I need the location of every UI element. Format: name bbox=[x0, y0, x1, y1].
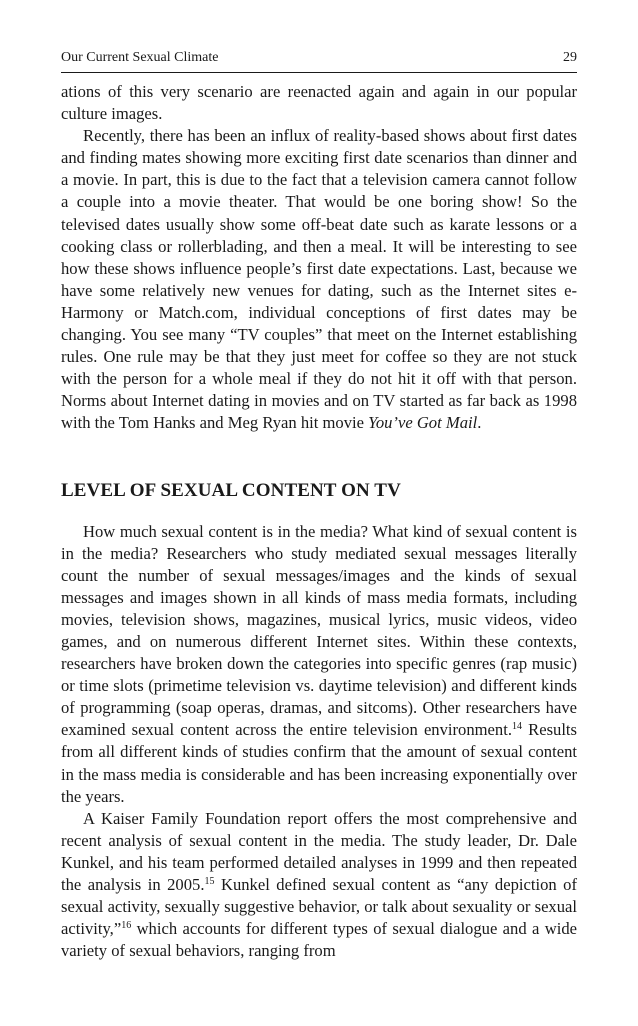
footnote-ref-16: 16 bbox=[121, 920, 132, 932]
footnote-ref-14: 14 bbox=[511, 721, 522, 733]
paragraph-kaiser-report bbox=[61, 808, 577, 963]
book-page bbox=[61, 50, 577, 962]
running-header bbox=[61, 50, 577, 73]
section-heading: LEVEL OF SEXUAL CONTENT ON TV bbox=[61, 479, 401, 501]
running-title: Our Current Sexual Climate bbox=[61, 50, 219, 65]
paragraph-continuation bbox=[61, 81, 577, 125]
paragraph-sexual-content bbox=[61, 521, 577, 808]
paragraph-text: which accounts for different types of sexual dialogue and a wide variety of sexual behaviors, ranging from bbox=[61, 919, 577, 961]
paragraph-text: How much sexual content is in the media? What kind of sexual content is in the media? Researchers who study mediated sexual messages literally count the number of sexual messages/images and the kinds of sexual messages and images shown in all kinds of mass media formats, including movies, television shows, magazines, musical lyrics, music videos, video games, and on numerous different Internet sites. Within these contexts, researchers have broken down the categories into specific genres (rap music) or time slots (primetime television vs. daytime television) and different kinds of programming (soap operas, dramas, and sitcoms). Other researchers have examined sexual content across the entire television environment. bbox=[61, 521, 577, 740]
footnote-ref-15: 15 bbox=[204, 876, 215, 887]
paragraph-end: . bbox=[477, 413, 482, 433]
movie-title: You’ve Got Mail bbox=[368, 413, 478, 433]
paragraph-reality-shows bbox=[61, 125, 577, 434]
paragraph-text: Kunkel defined sexual content as “any depiction of sexual activity, sexually suggestive behavior, or talk about sexuality or sexual activity,” bbox=[61, 875, 577, 939]
paragraph-text: Results from all different kinds of studies confirm that the amount of sexual content in the mass media is considerable and has been increasing exponentially over the years. bbox=[61, 720, 578, 806]
paragraph-text: Recently, there has been an influx of reality-based shows about first dates and finding mates showing more exciting first date scenarios than dinner and a movie. In part, this is due to the fact that a television camera cannot follow a couple into a movie theater. That would be one boring show! So the televised dates usually show some off-beat date such as karate lessons or a cooking class or rollerblading, and then a meal. It will be interesting to see how these shows influence people’s first date expectations. Last, because we have some relatively new venues for dating, such as the Internet sites e-Harmony or Match.com, individual conceptions of first dates may be changing. You see many “TV couples” that meet on the Internet establishing rules. One rule may be that they just meet for coffee so they are not stuck with the person for a whole meal if they do not hit it off with that person. Norms about Internet dating in movies and on TV started as far back as 1998 with the Tom Hanks and Meg Ryan hit movie bbox=[61, 126, 577, 433]
page-number: 29 bbox=[563, 50, 577, 65]
body-text bbox=[61, 81, 577, 962]
paragraph-text: A Kaiser Family Foundation report offers the most comprehensive and recent analysis of sexual content in the media. The study leader, Dr. Dale Kunkel, and his team performed detailed analyses in 1999 and then repeated the analysis in 2005. bbox=[61, 808, 577, 894]
paragraph-text: ations of this very scenario are reenacted again and again in our popular culture images. bbox=[61, 82, 577, 124]
